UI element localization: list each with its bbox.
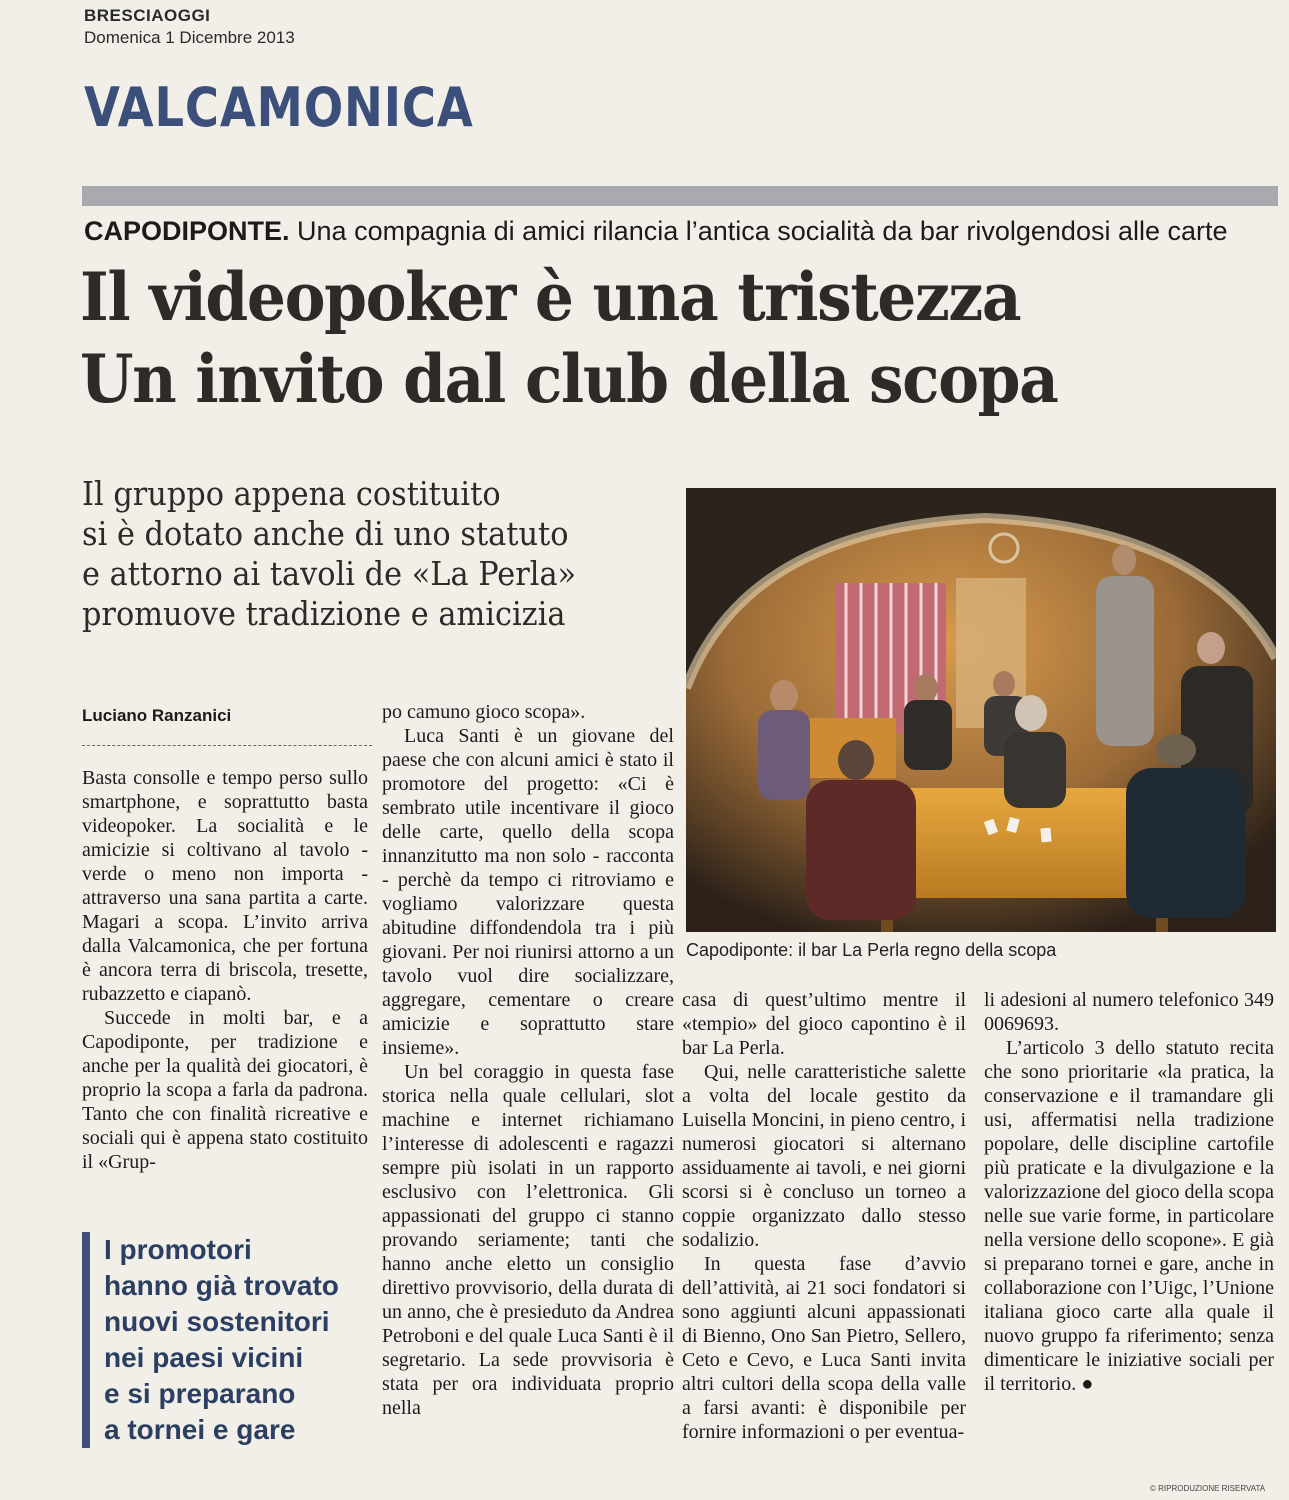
paragraph: li adesioni al numero telefonico 349 0069693. (984, 989, 1274, 1035)
paragraph: In questa fase d’avvio dell’attività, ai 21 soci fondatori si sono aggiunti alcuni appassionati di Bienno, Ono San Pietro, Sellero, Ceto e Cevo, e Luca Santi invita altri cultori della scopa della valle a farsi avanti: è disponibile per fornire informazioni o per eventua- (682, 1253, 966, 1443)
byline-divider (82, 745, 372, 746)
paragraph: Luca Santi è un giovane del paese che con alcuni amici è stato il promotore del progetto: «Ci è sembrato utile incentivare il gioco delle carte, quello della scopa innanzitutto ma non solo - racconta - perchè da tempo ci ritroviamo e vogliamo valorizzare questa abitudine diffondendola tra i più giovani. Per noi riunirsi attorno a un tavolo vuol dire socializzare, aggregare, cementare o creare amicizie e soprattutto stare insieme». (382, 725, 674, 1059)
article-column-4 (984, 988, 1274, 1396)
pull-quote-line: e si preparano (104, 1378, 296, 1409)
section-band (82, 186, 1278, 206)
paragraph: po camuno gioco scopa». (382, 701, 586, 723)
paragraph: Un bel coraggio in questa fase storica nella quale cellulari, slot machine e internet richiamano l’interesse di adolescenti e ragazzi sempre più isolati in un rapporto esclusivo con l’elettronica. Gli appassionati del gruppo ci stanno provando seriamente; tanti che hanno anche eletto un consiglio direttivo provvisorio, della durata di un anno, che è presieduto da Andrea Petroboni e del quale Luca Santi è il segretario. La sede provvisoria è stata per ora individuata proprio nella (382, 1061, 674, 1419)
headline-line: Il videopoker è una tristezza (80, 258, 1021, 336)
article-photo (686, 488, 1276, 932)
article-column-3 (682, 988, 966, 1444)
masthead: BRESCIAOGGI (84, 6, 211, 25)
paragraph: Succede in molti bar, e a Capodiponte, per tradizione e anche per la qualità dei giocatori, è proprio la scopa a farla da padrona. Tanto che con finalità ricreative e sociali qui è appena stato costituito il «Grup- (82, 1007, 368, 1173)
section-title: VALCAMONICA (84, 76, 474, 139)
article-column-2 (382, 700, 674, 1420)
paragraph: Qui, nelle caratteristiche salette a volta del locale gestito da Luisella Moncini, in pieno centro, i numerosi giocatori si alternano assiduamente ai tavoli, e nei giorni scorsi si è concluso un torneo a coppie organizzato dallo stesso sodalizio. (682, 1061, 966, 1251)
headline-line: Un invito dal club della scopa (80, 340, 1058, 418)
headline (80, 256, 1240, 420)
pull-quote (82, 1232, 394, 1448)
pull-quote-line: hanno già trovato (104, 1270, 339, 1301)
kicker-place: CAPODIPONTE. (84, 216, 290, 246)
pull-quote-line: a tornei e gare (104, 1414, 296, 1445)
subhead-line: si è dotato anche di uno statuto (82, 514, 569, 553)
issue-date: Domenica 1 Dicembre 2013 (84, 28, 295, 47)
kicker-text: Una compagnia di amici rilancia l’antica socialità da bar rivolgendosi alle carte (297, 216, 1228, 246)
subhead-line: Il gruppo appena costituito (82, 474, 501, 513)
copyright-notice: © RIPRODUZIONE RISERVATA (1150, 1484, 1266, 1493)
photo-caption: Capodiponte: il bar La Perla regno della scopa (686, 940, 1057, 960)
kicker (84, 216, 1274, 247)
article-column-1 (82, 766, 368, 1174)
pull-quote-line: nei paesi vicini (104, 1342, 304, 1373)
paragraph: casa di quest’ultimo mentre il «tempio» del gioco capontino è il bar La Perla. (682, 989, 966, 1059)
subhead-line: e attorno ai tavoli de «La Perla» (82, 554, 577, 593)
byline: Luciano Ranzanici (82, 706, 232, 725)
bar-interior-photo (686, 488, 1276, 932)
paragraph: L’articolo 3 dello statuto recita che sono prioritarie «la pratica, la conservazione e il tramandare gli usi, affermatisi nella tradizione popolare, delle discipline cartofile più praticate e la divulgazione e la valorizzazione del gioco della scopa nelle sue varie forme, in particolare nella versione dello scopone». E già si preparano tornei e gare, anche in collaborazione con l’Uigc, l’Unione italiana gioco carte alla quale il nuovo gruppo fa riferimento; senza dimenticare le iniziative sociali per il territorio. ● (984, 1037, 1274, 1395)
pull-quote-line: nuovi sostenitori (104, 1306, 330, 1337)
paragraph: Basta consolle e tempo perso sullo smartphone, e soprattutto basta videopoker. La socialità e le amicizie si coltivano al tavolo - verde o meno non importa - attraverso una sana partita a carte. Magari a scopa. L’invito arriva dalla Valcamonica, che per fortuna è ancora terra di briscola, tresette, rubazzetto e ciapanò. (82, 767, 368, 1005)
subhead-line: promuove tradizione e amicizia (82, 594, 566, 633)
subheadline (82, 474, 682, 634)
pull-quote-line: I promotori (104, 1234, 252, 1265)
